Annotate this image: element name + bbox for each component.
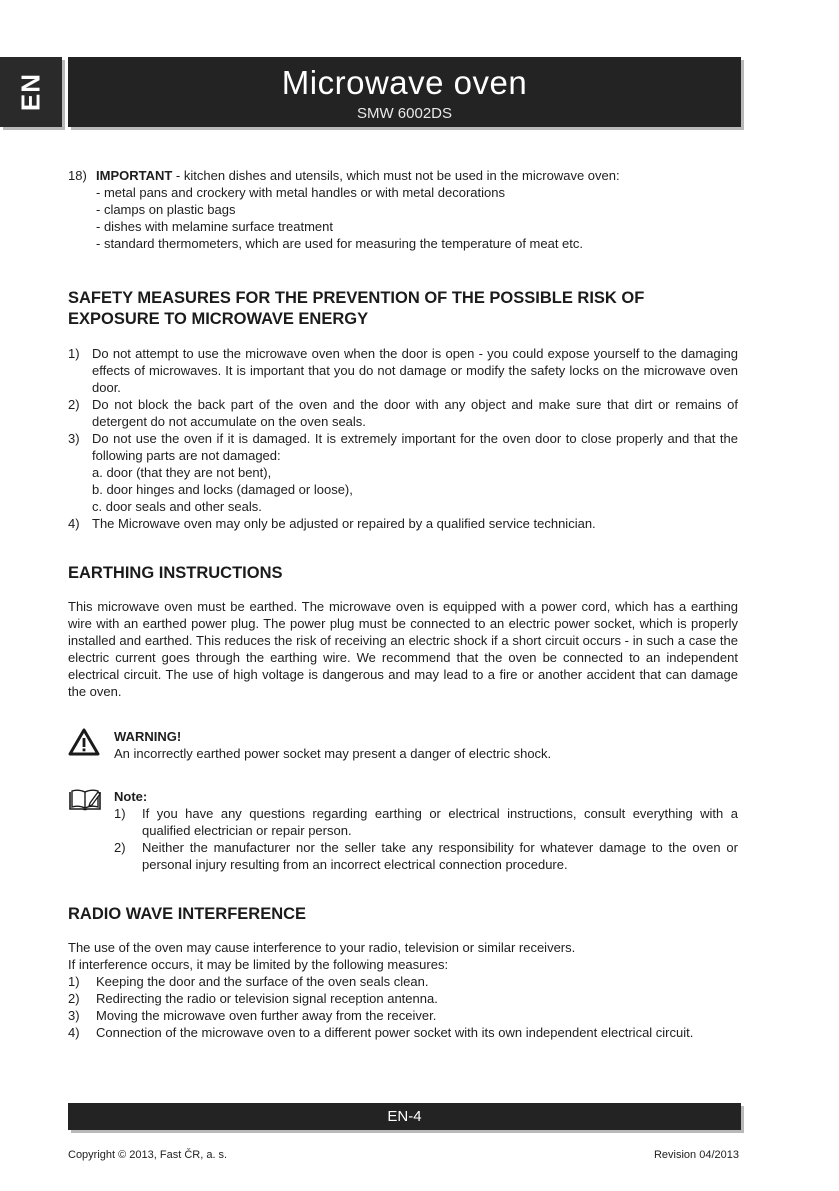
- list-item: - metal pans and crockery with metal handles or with metal decorations: [96, 185, 505, 200]
- language-label: EN: [15, 72, 46, 112]
- sublist-item: a. door (that they are not bent),: [92, 465, 272, 480]
- item-number: 1): [114, 806, 126, 821]
- item-number: 3): [68, 1008, 80, 1023]
- radio-intro: The use of the oven may cause interference to your radio, television or similar receivers.: [68, 940, 576, 955]
- item-number: 2): [68, 397, 80, 412]
- list-item: [68, 990, 738, 1007]
- list-item: [68, 345, 738, 396]
- list-item: - clamps on plastic bags: [96, 202, 236, 217]
- page-number-bar: [68, 1103, 741, 1130]
- warning-icon: [68, 728, 114, 758]
- list-item: [68, 430, 738, 464]
- list-item: [68, 1024, 738, 1041]
- list-item: [68, 973, 738, 990]
- item-text: Neither the manufacturer nor the seller take any responsibility for whatever damage to the oven or personal injury resulting from an incorrect electrical connection procedure.: [142, 840, 738, 872]
- sublist-item: c. door seals and other seals.: [92, 499, 262, 514]
- item-18-list: [68, 184, 738, 252]
- model-number: SMW 6002DS: [356, 105, 453, 122]
- item-number: 4): [68, 1025, 80, 1040]
- radio-list: [68, 973, 738, 1041]
- item-18-text: - kitchen dishes and utensils, which must not be used in the microwave oven:: [172, 168, 620, 183]
- warning-box: [68, 728, 738, 762]
- list-item: [68, 396, 738, 430]
- item-text: If you have any questions regarding earthing or electrical instructions, consult everything with a qualified electrician or repair person.: [142, 806, 738, 838]
- item-text: Connection of the microwave oven to a different power socket with its own independent electrical circuit.: [96, 1025, 694, 1040]
- item-text: Keeping the door and the surface of the oven seals clean.: [96, 974, 429, 989]
- warning-text: An incorrectly earthed power socket may present a danger of electric shock.: [114, 746, 552, 761]
- earthing-heading: EARTHING INSTRUCTIONS: [68, 564, 283, 582]
- item-number: 1): [68, 346, 80, 361]
- radio-intro: If interference occurs, it may be limited by the following measures:: [68, 957, 449, 972]
- copyright-text: Copyright © 2013, Fast ČR, a. s.: [68, 1149, 228, 1161]
- sublist-item: b. door hinges and locks (damaged or loose),: [92, 482, 353, 497]
- list-item: [68, 515, 738, 532]
- page-number: EN-4: [387, 1108, 422, 1125]
- page-content: [68, 167, 738, 1041]
- warning-title: WARNING!: [114, 729, 182, 744]
- safety-list: [68, 345, 738, 532]
- note-box: [68, 788, 738, 873]
- item-text: Do not use the oven if it is damaged. It is extremely important for the oven door to close properly and that the following parts are not damaged:: [92, 431, 738, 463]
- language-tab: [0, 57, 62, 127]
- item-number: 2): [114, 840, 126, 855]
- page-title: Microwave oven: [281, 64, 528, 101]
- item-text: Do not attempt to use the microwave oven when the door is open - you could expose yourself to the damaging effects of microwaves. It is important that you do not damage or modify the safety locks on the microwave oven door.: [92, 346, 738, 395]
- item-number: 1): [68, 974, 80, 989]
- item-text: Do not block the back part of the oven and the door with any object and make sure that dirt or remains of detergent do not accumulate on the oven seals.: [92, 397, 738, 429]
- note-item: [114, 839, 738, 873]
- list-item: - dishes with melamine surface treatment: [96, 219, 333, 234]
- earthing-text: This microwave oven must be earthed. The microwave oven is equipped with a power cord, which has a earthing wire with an earthed power plug. The power plug must be connected to an electric power socket, which is properly installed and earthed. This reduces the risk of receiving an electric shock if a short circuit occurs - in such a case the electric current goes through the earthing wire. We recommend that the oven be connected to an independent electrical circuit. The use of high voltage is dangerous and may lead to a fire or another accident that can damage the oven.: [68, 599, 738, 699]
- page-header: [68, 57, 741, 127]
- item-text: The Microwave oven may only be adjusted or repaired by a qualified service technician.: [92, 516, 596, 531]
- radio-heading: RADIO WAVE INTERFERENCE: [68, 905, 307, 923]
- item-18: [68, 167, 738, 184]
- revision-text: Revision 04/2013: [653, 1149, 739, 1161]
- note-book-icon: [68, 788, 114, 812]
- list-item: [68, 1007, 738, 1024]
- damage-sublist: [68, 464, 738, 515]
- note-item: [114, 805, 738, 839]
- item-number: 4): [68, 516, 80, 531]
- item-number: 18): [68, 168, 87, 183]
- list-item: - standard thermometers, which are used for measuring the temperature of meat etc.: [96, 236, 584, 251]
- important-label: IMPORTANT: [96, 168, 173, 183]
- safety-heading: SAFETY MEASURES FOR THE PREVENTION OF THE POSSIBLE RISK OF EXPOSURE TO MICROWAVE ENERGY: [68, 289, 645, 328]
- item-number: 3): [68, 431, 80, 446]
- item-number: 2): [68, 991, 80, 1006]
- item-text: Redirecting the radio or television signal reception antenna.: [96, 991, 438, 1006]
- note-title: Note:: [114, 789, 148, 804]
- item-text: Moving the microwave oven further away from the receiver.: [96, 1008, 437, 1023]
